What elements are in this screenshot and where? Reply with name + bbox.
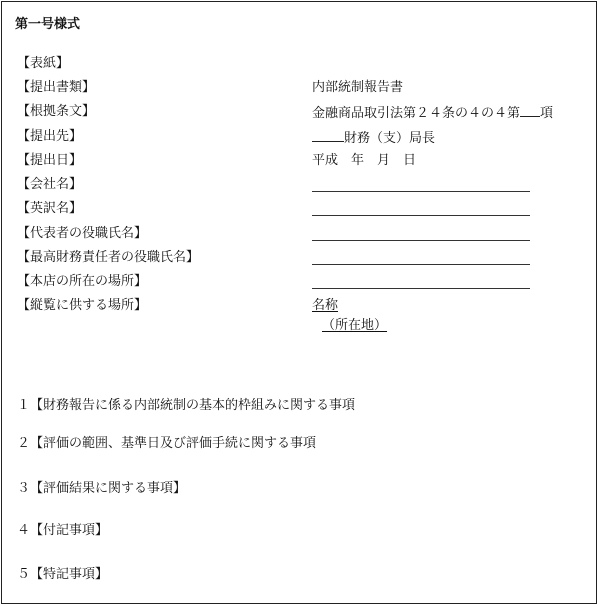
field-label-english-name: 【英訳名】 — [17, 201, 83, 216]
field-label-submit-to: 【提出先】 — [17, 129, 83, 144]
head-office-line — [312, 288, 530, 289]
legal-basis-prefix: 金融商品取引法第２４条の４の４第 — [312, 106, 521, 121]
field-label-cfo: 【最高財務責任者の役職氏名】 — [17, 250, 200, 265]
representative-line — [312, 240, 530, 241]
field-label-cover: 【表紙】 — [17, 56, 70, 71]
section-1: １【財務報告に係る内部統制の基本的枠組みに関する事項 — [17, 398, 356, 413]
cfo-line — [312, 264, 530, 265]
legal-basis-blank — [520, 104, 540, 117]
field-value-submit-date: 平成 年 月 日 — [312, 153, 417, 168]
field-label-head-office: 【本店の所在の場所】 — [17, 274, 148, 289]
field-value-document-type: 内部統制報告書 — [312, 80, 404, 95]
field-label-legal-basis: 【根拠条文】 — [17, 104, 96, 119]
field-label-submit-date: 【提出日】 — [17, 153, 83, 168]
english-name-line — [312, 215, 530, 216]
field-value-legal-basis — [312, 104, 553, 122]
submit-to-blank — [312, 129, 344, 142]
form-title: 第一号様式 — [15, 17, 81, 32]
legal-basis-suffix: 項 — [540, 106, 554, 121]
section-2: ２【評価の範囲、基準日及び評価手続に関する事項 — [17, 436, 317, 451]
field-label-representative: 【代表者の役職氏名】 — [17, 226, 148, 241]
field-label-company-name: 【会社名】 — [17, 177, 83, 192]
section-3: ３【評価結果に関する事項】 — [17, 481, 187, 496]
inspection-place-name: 名称 — [312, 298, 339, 313]
field-label-document-type: 【提出書類】 — [17, 80, 96, 95]
submit-to-suffix: 財務（支）局長 — [344, 131, 436, 146]
inspection-place-address: （所在地） — [322, 318, 388, 333]
section-4: ４【付記事項】 — [17, 523, 109, 538]
company-name-line — [312, 191, 530, 192]
section-5: ５【特記事項】 — [17, 567, 109, 582]
field-value-submit-to — [312, 129, 435, 147]
field-label-inspection-place: 【縦覧に供する場所】 — [17, 298, 148, 313]
